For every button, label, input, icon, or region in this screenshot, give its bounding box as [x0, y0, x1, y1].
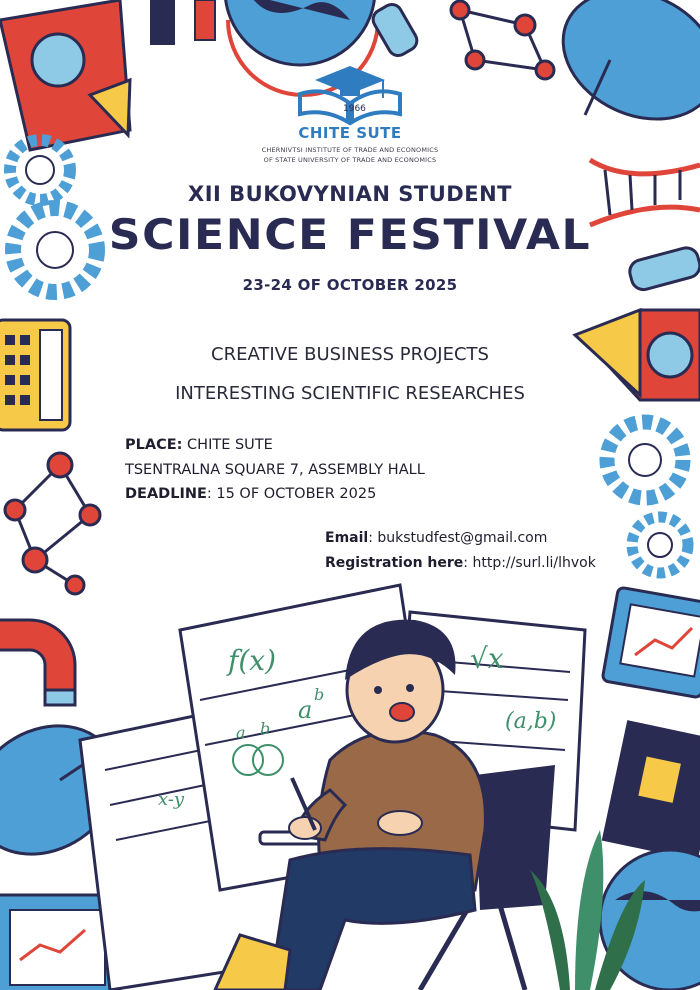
deadline-value: : 15 OF OCTOBER 2025 [206, 486, 377, 502]
institution-name-line2: OF STATE UNIVERSITY OF TRADE AND ECONOMICS [263, 156, 437, 164]
formula-ab-base: a [298, 696, 313, 724]
laptop-icon [602, 587, 700, 698]
satellite-dish-icon [542, 0, 700, 143]
logo-year: 1966 [343, 104, 366, 114]
email-line [325, 530, 547, 546]
festival-title-line2: SCIENCE FESTIVAL [108, 210, 592, 259]
topic-scientific-research: INTERESTING SCIENTIFIC RESEARCHES [175, 383, 525, 404]
registration-line [325, 555, 596, 571]
festival-title-line1: XII BUKOVYNIAN STUDENT [188, 182, 512, 206]
brand-name: CHITE SUTE [298, 124, 402, 142]
gear-icon [607, 422, 688, 573]
topic-creative-business: CREATIVE BUSINESS PROJECTS [211, 344, 489, 365]
formula-ab-exp: b [314, 685, 325, 704]
institution-name-line1: CHERNIVTSI INSTITUTE OF TRADE AND ECONOMICS [261, 146, 439, 154]
formula-sqrt: √x [470, 642, 504, 675]
address-line: TSENTRALNA SQUARE 7, ASSEMBLY HALL [125, 462, 425, 478]
registration-link[interactable]: : http://surl.li/lhvok [463, 555, 596, 571]
place-label: PLACE: [125, 437, 183, 453]
email-address[interactable]: : bukstudfest@gmail.com [368, 530, 548, 546]
molecule-icon [451, 1, 554, 79]
deadline-line [125, 486, 376, 502]
email-label: Email [325, 530, 369, 546]
calculator-icon [0, 320, 70, 430]
book-icon [604, 722, 700, 859]
molecule-icon [5, 453, 100, 594]
deadline-label: DEADLINE [125, 486, 207, 502]
formula-b: b [260, 719, 271, 738]
place-value: CHITE SUTE [182, 437, 273, 453]
formula-x-minus-y: x-y [158, 789, 185, 810]
formula-a: a [236, 723, 246, 742]
flask-icon [150, 0, 215, 45]
open-book-icon [300, 91, 348, 122]
registration-label: Registration here [325, 555, 464, 571]
test-tube-icon [370, 1, 421, 59]
formula-pair: (a,b) [505, 709, 557, 734]
place-line [125, 437, 273, 453]
formula-fx: f(x) [228, 644, 277, 677]
magnet-icon [0, 620, 75, 705]
festival-dates: 23-24 OF OCTOBER 2025 [242, 276, 458, 294]
